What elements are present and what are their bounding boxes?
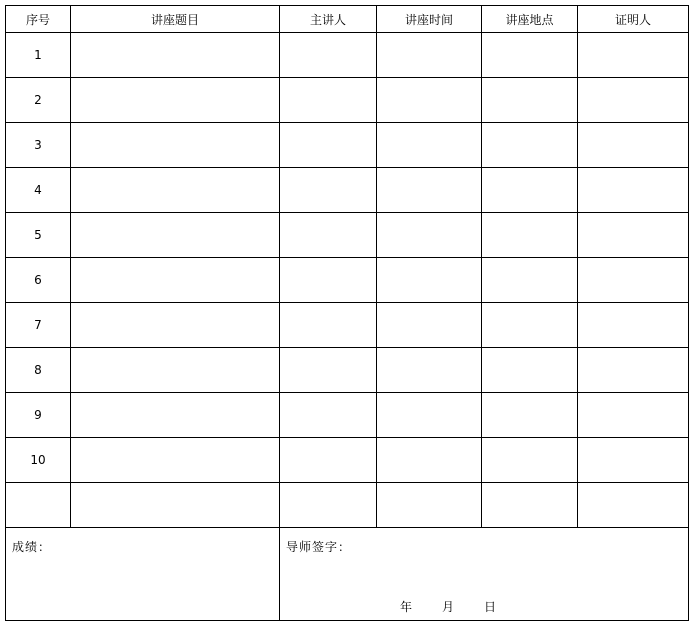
- table-footer-row: [6, 528, 689, 621]
- speaker-cell[interactable]: [280, 213, 377, 258]
- serial-number-cell: 8: [6, 348, 71, 393]
- table-body: [6, 33, 689, 528]
- speaker-cell[interactable]: [280, 258, 377, 303]
- serial-number-cell: 7: [6, 303, 71, 348]
- witness-cell[interactable]: [578, 168, 689, 213]
- lecture-location-cell[interactable]: [482, 123, 578, 168]
- witness-cell[interactable]: [578, 33, 689, 78]
- grade-label: 成绩：: [12, 540, 52, 554]
- witness-cell[interactable]: [578, 483, 689, 528]
- lecture-title-cell[interactable]: [71, 348, 280, 393]
- speaker-cell[interactable]: [280, 123, 377, 168]
- lecture-title-cell[interactable]: [71, 303, 280, 348]
- lecture-time-cell[interactable]: [377, 258, 482, 303]
- speaker-cell[interactable]: [280, 78, 377, 123]
- lecture-location-cell[interactable]: [482, 303, 578, 348]
- supervisor-signature-label: 导师签字：: [286, 540, 352, 554]
- lecture-title-cell[interactable]: [71, 438, 280, 483]
- lecture-title-cell[interactable]: [71, 393, 280, 438]
- supervisor-signature-cell[interactable]: [280, 528, 689, 621]
- witness-cell[interactable]: [578, 78, 689, 123]
- table-row: [6, 393, 689, 438]
- date-month-label: 月: [442, 600, 455, 614]
- witness-cell[interactable]: [578, 438, 689, 483]
- lecture-title-cell[interactable]: [71, 213, 280, 258]
- lecture-title-cell[interactable]: [71, 123, 280, 168]
- speaker-cell[interactable]: [280, 348, 377, 393]
- lecture-time-cell[interactable]: [377, 483, 482, 528]
- table-row: [6, 168, 689, 213]
- lecture-record-table: [5, 5, 689, 621]
- table-row: [6, 258, 689, 303]
- witness-cell[interactable]: [578, 123, 689, 168]
- serial-number-cell: 9: [6, 393, 71, 438]
- speaker-cell[interactable]: [280, 483, 377, 528]
- witness-cell[interactable]: [578, 213, 689, 258]
- speaker-cell[interactable]: [280, 393, 377, 438]
- table-row: [6, 33, 689, 78]
- lecture-location-cell[interactable]: [482, 78, 578, 123]
- table-row: [6, 348, 689, 393]
- serial-number-cell: 4: [6, 168, 71, 213]
- column-header-lecture-location: 讲座地点: [482, 6, 578, 33]
- serial-number-cell: 6: [6, 258, 71, 303]
- speaker-cell[interactable]: [280, 33, 377, 78]
- table-row: [6, 213, 689, 258]
- column-header-speaker: 主讲人: [280, 6, 377, 33]
- serial-number-cell: 1: [6, 33, 71, 78]
- lecture-title-cell[interactable]: [71, 78, 280, 123]
- serial-number-cell: [6, 483, 71, 528]
- witness-cell[interactable]: [578, 303, 689, 348]
- table-row: [6, 303, 689, 348]
- column-header-witness: 证明人: [578, 6, 689, 33]
- speaker-cell[interactable]: [280, 438, 377, 483]
- serial-number-cell: 3: [6, 123, 71, 168]
- serial-number-cell: 10: [6, 438, 71, 483]
- lecture-location-cell[interactable]: [482, 348, 578, 393]
- table-row: [6, 123, 689, 168]
- column-header-serial-number: 序号: [6, 6, 71, 33]
- lecture-time-cell[interactable]: [377, 213, 482, 258]
- lecture-title-cell[interactable]: [71, 168, 280, 213]
- date-day-label: 日: [484, 600, 497, 614]
- column-header-lecture-time: 讲座时间: [377, 6, 482, 33]
- witness-cell[interactable]: [578, 393, 689, 438]
- table-row: [6, 438, 689, 483]
- serial-number-cell: 5: [6, 213, 71, 258]
- lecture-location-cell[interactable]: [482, 438, 578, 483]
- grade-cell[interactable]: [6, 528, 280, 621]
- lecture-title-cell[interactable]: [71, 33, 280, 78]
- lecture-location-cell[interactable]: [482, 483, 578, 528]
- lecture-time-cell[interactable]: [377, 438, 482, 483]
- date-year-label: 年: [400, 600, 413, 614]
- lecture-location-cell[interactable]: [482, 213, 578, 258]
- lecture-time-cell[interactable]: [377, 123, 482, 168]
- speaker-cell[interactable]: [280, 168, 377, 213]
- witness-cell[interactable]: [578, 348, 689, 393]
- lecture-time-cell[interactable]: [377, 348, 482, 393]
- speaker-cell[interactable]: [280, 303, 377, 348]
- lecture-time-cell[interactable]: [377, 393, 482, 438]
- witness-cell[interactable]: [578, 258, 689, 303]
- table-row: [6, 78, 689, 123]
- lecture-title-cell[interactable]: [71, 483, 280, 528]
- lecture-time-cell[interactable]: [377, 168, 482, 213]
- lecture-location-cell[interactable]: [482, 258, 578, 303]
- table-header-row: [6, 6, 689, 33]
- lecture-title-cell[interactable]: [71, 258, 280, 303]
- lecture-location-cell[interactable]: [482, 393, 578, 438]
- lecture-time-cell[interactable]: [377, 33, 482, 78]
- column-header-lecture-title: 讲座题目: [71, 6, 280, 33]
- serial-number-cell: 2: [6, 78, 71, 123]
- table-row: [6, 483, 689, 528]
- lecture-location-cell[interactable]: [482, 168, 578, 213]
- lecture-time-cell[interactable]: [377, 78, 482, 123]
- lecture-location-cell[interactable]: [482, 33, 578, 78]
- lecture-time-cell[interactable]: [377, 303, 482, 348]
